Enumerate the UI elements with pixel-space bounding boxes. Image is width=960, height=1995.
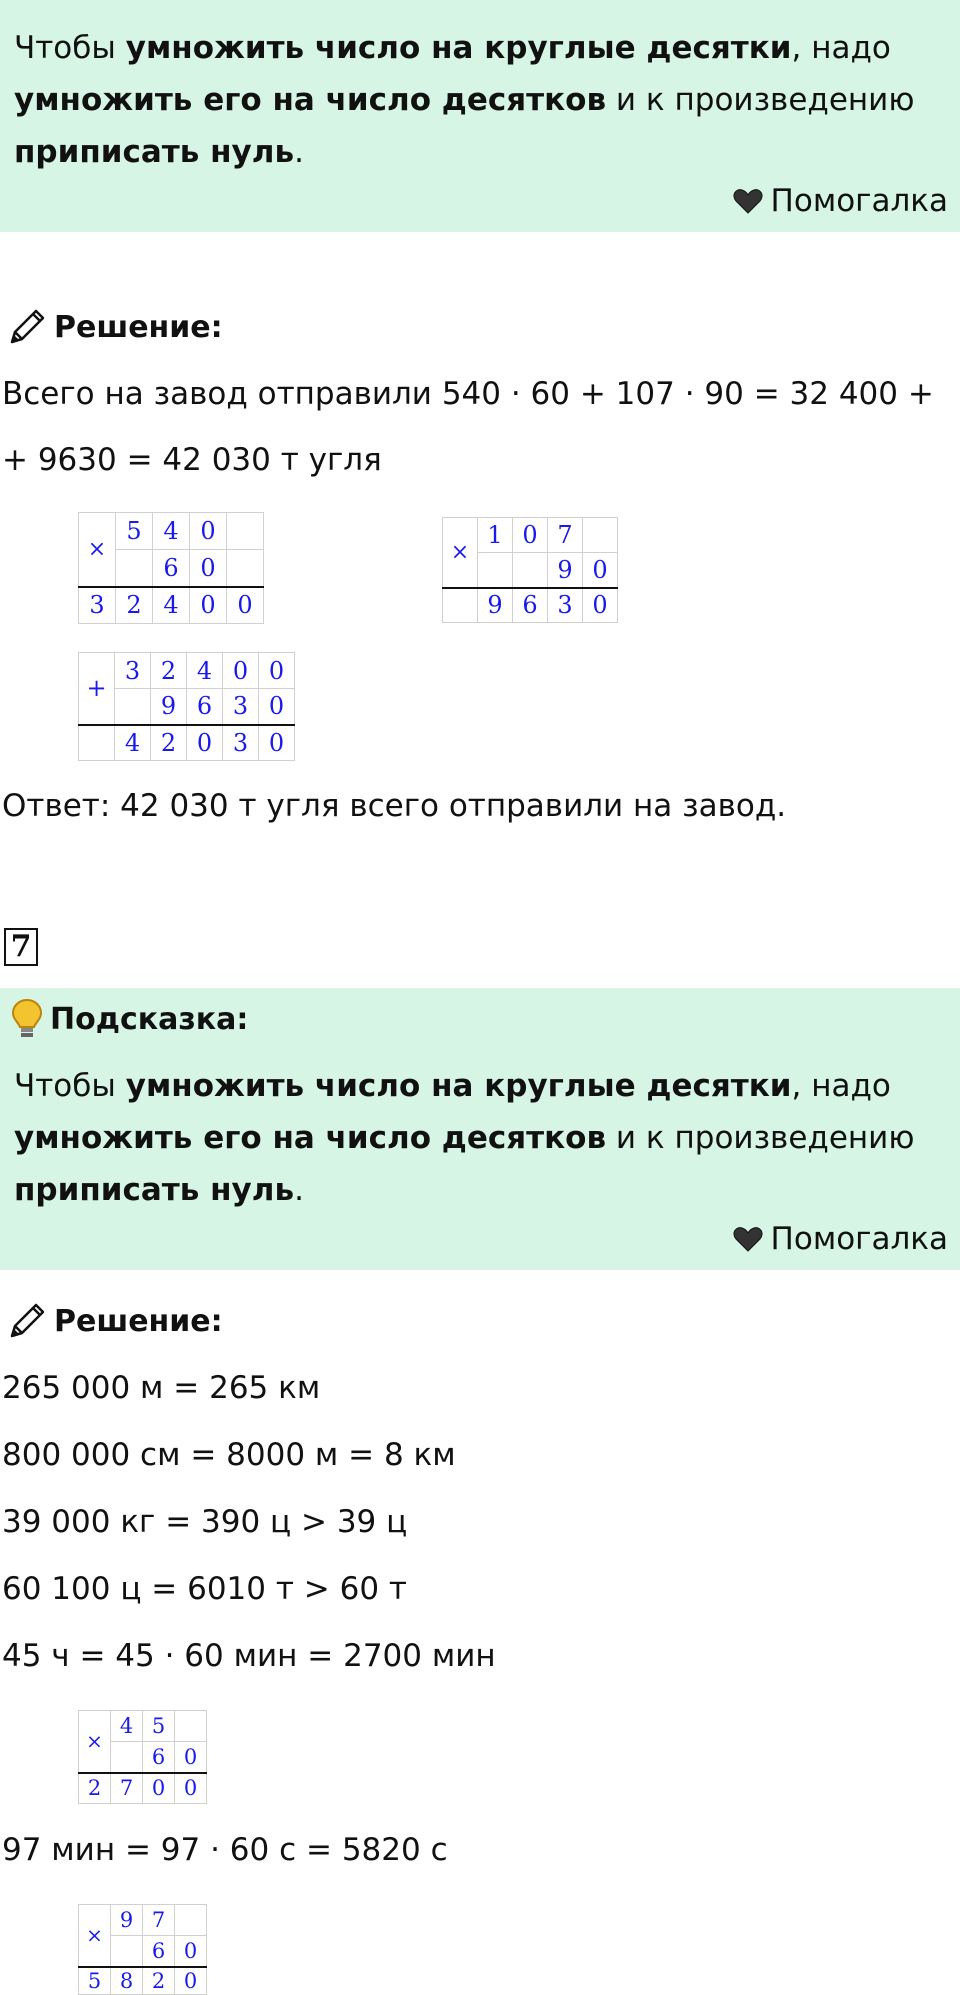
times-sign: × (79, 513, 116, 587)
calc-mul-107-90 (442, 517, 618, 623)
digit: 1 (478, 518, 513, 553)
digit: 9 (151, 689, 187, 725)
calc-mul-45-60 (78, 1710, 207, 1804)
digit: 5 (116, 513, 153, 550)
digit: 0 (223, 653, 259, 689)
digit: 9 (478, 588, 513, 623)
calc-mul-97-60 (78, 1904, 207, 1995)
solution-heading-label: Решение: (54, 309, 223, 345)
helper-link[interactable] (733, 183, 948, 219)
digit: 5 (143, 1711, 175, 1742)
digit: 0 (583, 553, 618, 588)
digit: 0 (175, 1967, 207, 1995)
digit: 4 (115, 725, 151, 761)
pencil-icon (6, 1300, 48, 1342)
digit: 4 (153, 513, 190, 550)
hint-line-3: приписать нуль. (14, 1172, 304, 1208)
digit: 0 (190, 513, 227, 550)
digit: 2 (151, 653, 187, 689)
hint-box-7 (0, 988, 960, 1270)
digit: 6 (153, 550, 190, 587)
digit: 7 (548, 518, 583, 553)
solution-heading-1 (6, 306, 223, 348)
task7-line-3: 39 000 кг = 390 ц > 39 ц (2, 1504, 408, 1540)
plus-sign: + (79, 653, 115, 725)
task7-line-2: 800 000 см = 8000 м = 8 км (2, 1437, 456, 1473)
pencil-icon (6, 306, 48, 348)
digit: 7 (111, 1773, 143, 1804)
digit: 4 (187, 653, 223, 689)
digit: 7 (143, 1905, 175, 1936)
helper-label: Помогалка (770, 183, 948, 219)
digit: 3 (79, 587, 116, 624)
digit: 0 (227, 587, 264, 624)
hint-box-top (0, 0, 960, 232)
solution-heading-7 (6, 1300, 223, 1342)
digit: 0 (190, 550, 227, 587)
digit: 3 (115, 653, 151, 689)
digit: 3 (223, 689, 259, 725)
digit: 3 (223, 725, 259, 761)
digit: 0 (143, 1773, 175, 1804)
digit: 4 (111, 1711, 143, 1742)
digit: 0 (513, 518, 548, 553)
hint-line-1: Чтобы умножить число на круглые десятки, надо (14, 1068, 891, 1104)
task7-line-1: 265 000 м = 265 км (2, 1370, 321, 1406)
digit: 0 (187, 725, 223, 761)
times-sign: × (443, 518, 478, 588)
hint-text (14, 22, 944, 178)
digit: 0 (259, 653, 295, 689)
digit: 0 (583, 588, 618, 623)
digit: 2 (79, 1773, 111, 1804)
task7-line-6: 97 мин = 97 · 60 с = 5820 с (2, 1832, 448, 1868)
digit: 6 (187, 689, 223, 725)
lightbulb-icon (10, 998, 44, 1040)
hint-heading-label: Подсказка: (50, 1001, 249, 1037)
digit: 0 (259, 725, 295, 761)
hint-line-1: Чтобы умножить число на круглые десятки, надо (14, 30, 891, 66)
digit: 8 (111, 1967, 143, 1995)
solution1-line-2: + 9630 = 42 030 т угля (2, 442, 382, 478)
digit: 2 (143, 1967, 175, 1995)
hint-line-2: умножить его на число десятков и к произведению (14, 1120, 915, 1156)
digit: 6 (513, 588, 548, 623)
hint-heading (10, 998, 248, 1040)
digit: 3 (548, 588, 583, 623)
digit: 4 (153, 587, 190, 624)
digit: 6 (143, 1742, 175, 1773)
digit (116, 550, 153, 587)
solution-heading-label: Решение: (54, 1303, 223, 1339)
times-sign: × (79, 1905, 111, 1967)
solution1-line-1: Всего на завод отправили 540 · 60 + 107 · 90 = 32 400 + (2, 376, 934, 412)
helper-label: Помогалка (770, 1221, 948, 1257)
digit: 0 (175, 1936, 207, 1967)
digit: 6 (143, 1936, 175, 1967)
digit: 5 (79, 1967, 111, 1995)
hint-text-7 (14, 1060, 944, 1216)
digit: 0 (175, 1773, 207, 1804)
task7-line-5: 45 ч = 45 · 60 мин = 2700 мин (2, 1638, 496, 1674)
digit: 0 (190, 587, 227, 624)
heart-icon (733, 188, 763, 214)
calc-add-32400-9630 (78, 652, 295, 761)
calc-mul-540-60 (78, 512, 264, 624)
digit: 9 (111, 1905, 143, 1936)
heart-icon (733, 1226, 763, 1252)
digit: 2 (116, 587, 153, 624)
hint-line-2: умножить его на число десятков и к произведению (14, 82, 915, 118)
times-sign: × (79, 1711, 111, 1773)
digit: 0 (259, 689, 295, 725)
hint-line-3: приписать нуль. (14, 134, 304, 170)
digit: 0 (175, 1742, 207, 1773)
task7-line-4: 60 100 ц = 6010 т > 60 т (2, 1571, 407, 1607)
helper-link[interactable] (733, 1221, 948, 1257)
task-number: 7 (4, 928, 38, 966)
digit: 2 (151, 725, 187, 761)
digit: 9 (548, 553, 583, 588)
solution1-answer: Ответ: 42 030 т угля всего отправили на завод. (2, 788, 787, 824)
